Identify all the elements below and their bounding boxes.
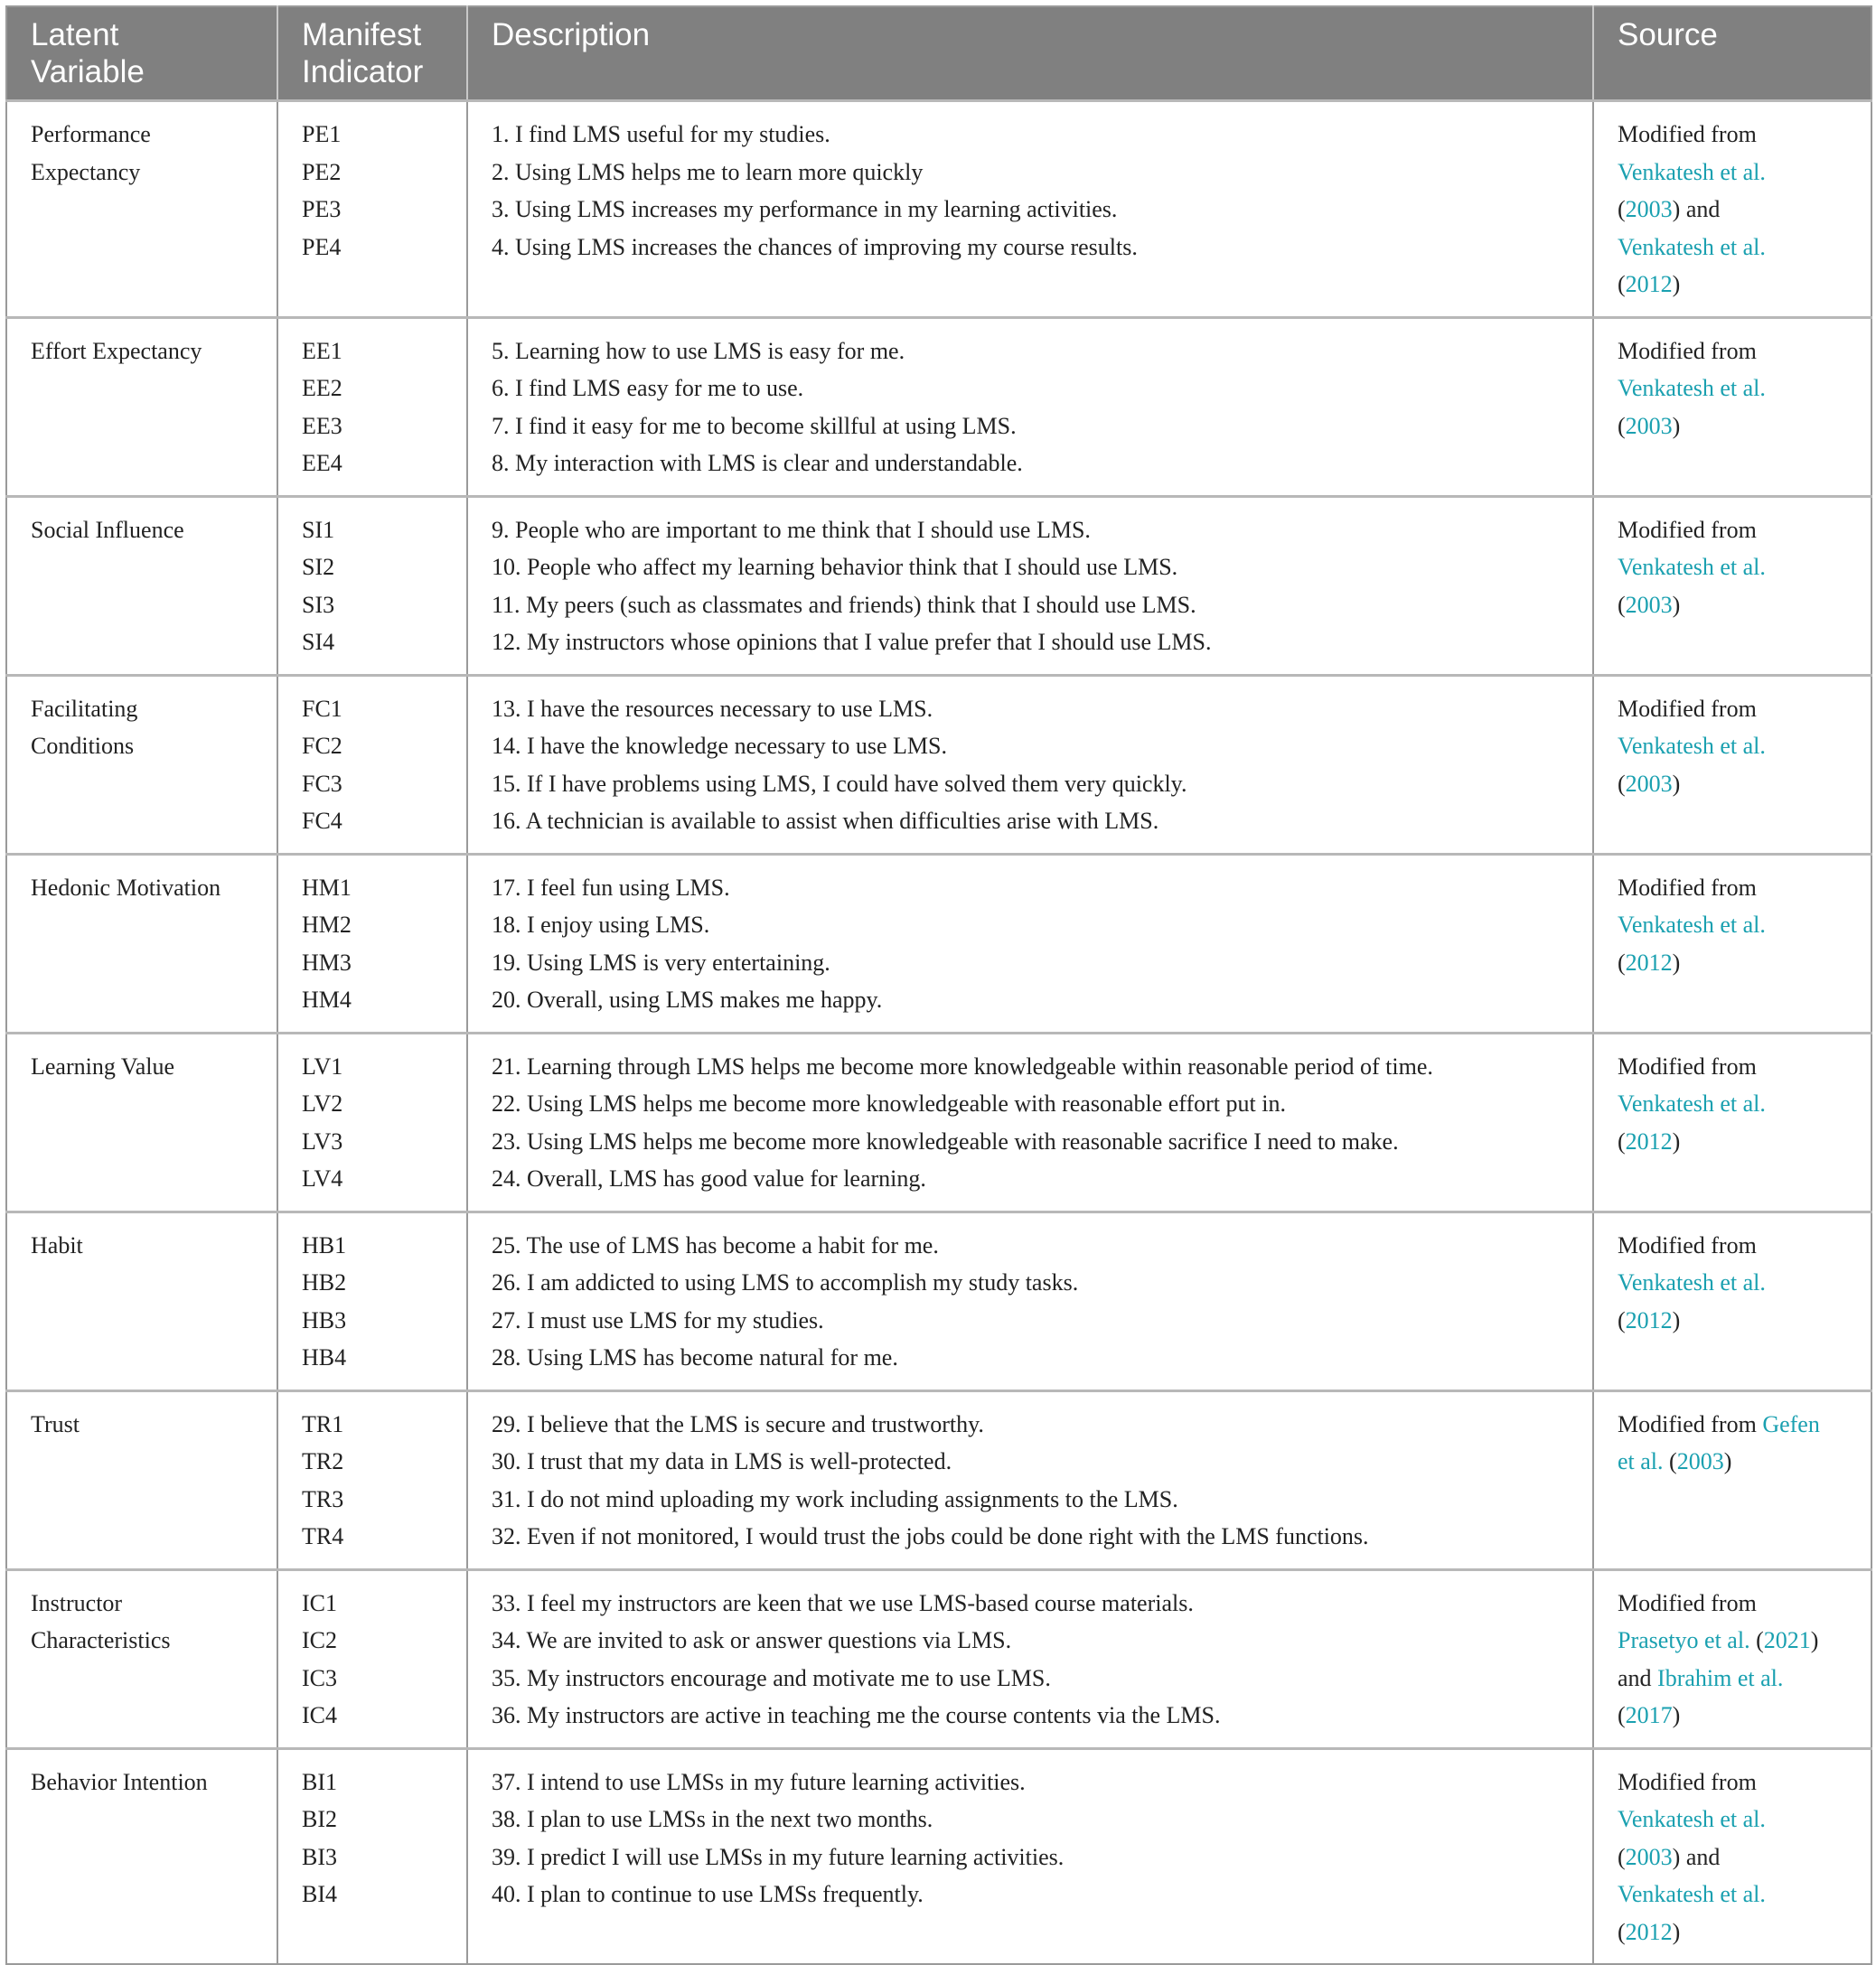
indicator-code: FC1: [302, 695, 342, 722]
source-cell: [1593, 675, 1871, 854]
citation-link[interactable]: Venkatesh et al.: [1618, 733, 1766, 759]
citation-link[interactable]: 2017: [1625, 1702, 1673, 1728]
indicator-code: SI4: [302, 629, 335, 655]
source-text: Modified from: [1618, 1768, 1757, 1795]
source-line: [1618, 690, 1860, 728]
source-line: [1618, 511, 1860, 549]
source-text: and: [1618, 1664, 1658, 1691]
source-line: [1618, 1697, 1860, 1735]
source-line: [1618, 407, 1860, 445]
source-text: ): [1672, 412, 1681, 439]
description-cell: [467, 675, 1593, 854]
indicator-code: HM2: [302, 912, 352, 938]
questionnaire-item: 9. People who are important to me think that I should use LMS.: [492, 516, 1091, 543]
source-line: [1618, 586, 1860, 624]
source-text: Modified from: [1618, 337, 1757, 364]
source-cell: [1593, 317, 1871, 496]
header-latent-line: Latent: [31, 17, 119, 52]
questionnaire-item: 32. Even if not monitored, I would trust the jobs could be done right with the LMS functions.: [492, 1523, 1369, 1549]
latent-variable-cell: [6, 1390, 277, 1569]
questionnaire-item: 11. My peers (such as classmates and friends) think that I should use LMS.: [492, 591, 1196, 618]
source-line: [1618, 116, 1860, 154]
header-latent-line: Variable: [31, 54, 145, 89]
questionnaire-item: 23. Using LMS helps me become more knowledgeable with reasonable sacrifice I need to make.: [492, 1128, 1399, 1155]
source-cell: [1593, 854, 1871, 1033]
citation-link[interactable]: Venkatesh et al.: [1618, 375, 1766, 401]
source-text: ): [1810, 1627, 1819, 1653]
indicator-code: SI3: [302, 591, 335, 618]
indicator-code: LV1: [302, 1053, 343, 1080]
source-text: (: [1618, 770, 1626, 797]
source-text: (: [1618, 1918, 1626, 1945]
source-cell: [1593, 1033, 1871, 1212]
questionnaire-item: 7. I find it easy for me to become skillful at using LMS.: [492, 412, 1017, 439]
source-line: [1618, 332, 1860, 370]
table-row: [6, 854, 1871, 1033]
citation-link[interactable]: 2012: [1625, 1128, 1673, 1155]
header-manifest-indicator: [277, 6, 467, 101]
questionnaire-item: 4. Using LMS increases the chances of improving my course results.: [492, 233, 1138, 260]
citation-link[interactable]: Venkatesh et al.: [1618, 1806, 1766, 1832]
latent-variable-text: Learning Value: [31, 1053, 175, 1080]
description-cell: [467, 1390, 1593, 1569]
indicator-code: EE1: [302, 337, 342, 364]
questionnaire-item: 31. I do not mind uploading my work including assignments to the LMS.: [492, 1485, 1178, 1512]
citation-link[interactable]: 2021: [1763, 1627, 1811, 1653]
latent-variable-cell: [6, 101, 277, 318]
source-text: ): [1672, 271, 1681, 297]
questionnaire-item: 1. I find LMS useful for my studies.: [492, 121, 830, 147]
source-text: ): [1672, 949, 1681, 976]
manifest-indicator-cell: [277, 1569, 467, 1748]
questionnaire-item: 6. I find LMS easy for me to use.: [492, 375, 804, 401]
indicator-code: HM3: [302, 949, 352, 976]
questionnaire-item: 36. My instructors are active in teaching me the course contents via the LMS.: [492, 1702, 1221, 1728]
manifest-indicator-cell: [277, 1390, 467, 1569]
source-text: (: [1749, 1627, 1764, 1653]
source-text: (: [1618, 949, 1626, 976]
source-text: Modified from: [1618, 121, 1757, 147]
questionnaire-item: 13. I have the resources necessary to use LMS.: [492, 695, 933, 722]
manifest-indicator-cell: [277, 1748, 467, 1964]
citation-link[interactable]: 2003: [1676, 1448, 1724, 1474]
questionnaire-item: 22. Using LMS helps me become more knowledgeable with reasonable effort put in.: [492, 1090, 1286, 1117]
citation-link[interactable]: Prasetyo et al.: [1618, 1627, 1750, 1653]
indicator-code: PE1: [302, 121, 342, 147]
indicator-code: TR2: [302, 1448, 344, 1474]
source-line: [1618, 229, 1860, 267]
latent-variable-text: Characteristics: [31, 1627, 171, 1653]
latent-variable-cell: [6, 317, 277, 496]
citation-link[interactable]: Gefen: [1762, 1410, 1820, 1437]
citation-link[interactable]: Venkatesh et al.: [1618, 158, 1766, 185]
source-line: [1618, 765, 1860, 803]
citation-link[interactable]: Venkatesh et al.: [1618, 233, 1766, 260]
questionnaire-item: 20. Overall, using LMS makes me happy.: [492, 987, 883, 1013]
table-row: [6, 1390, 1871, 1569]
source-line: [1618, 266, 1860, 304]
questionnaire-item: 3. Using LMS increases my performance in my learning activities.: [492, 196, 1118, 222]
source-text: Modified from: [1618, 1589, 1757, 1616]
questionnaire-item: 29. I believe that the LMS is secure and trustworthy.: [492, 1410, 984, 1437]
questionnaire-item: 30. I trust that my data in LMS is well-protected.: [492, 1448, 952, 1474]
latent-variable-text: Hedonic Motivation: [31, 874, 221, 901]
questionnaire-item: 40. I plan to continue to use LMSs frequently.: [492, 1881, 924, 1907]
source-line: [1618, 1876, 1860, 1914]
questionnaire-item: 26. I am addicted to using LMS to accomplish my study tasks.: [492, 1269, 1079, 1296]
header-source: [1593, 6, 1871, 101]
source-line: [1618, 906, 1860, 944]
source-line: [1618, 869, 1860, 907]
source-line: [1618, 1227, 1860, 1265]
description-cell: [467, 1212, 1593, 1390]
citation-link[interactable]: 2012: [1625, 1918, 1673, 1945]
source-text: Modified from: [1618, 1231, 1757, 1259]
source-text: ): [1672, 1128, 1681, 1155]
source-cell: [1593, 1569, 1871, 1748]
description-cell: [467, 496, 1593, 675]
latent-variable-text: Instructor: [31, 1589, 123, 1616]
source-line: [1618, 191, 1860, 229]
citation-link[interactable]: 2003: [1625, 1843, 1673, 1870]
header-latent-variable: [6, 6, 277, 101]
header-manifest-line: Manifest: [302, 17, 422, 52]
indicator-code: PE2: [302, 158, 342, 185]
indicator-code: TR1: [302, 1410, 344, 1437]
manifest-indicator-cell: [277, 101, 467, 318]
indicator-code: BI3: [302, 1843, 337, 1870]
latent-variable-text: Conditions: [31, 733, 135, 759]
indicator-code: BI1: [302, 1768, 337, 1795]
indicator-code: FC2: [302, 733, 342, 759]
indicator-code: TR3: [302, 1485, 344, 1512]
source-text: (: [1618, 271, 1626, 297]
source-text: (: [1618, 591, 1626, 618]
questionnaire-item: 25. The use of LMS has become a habit for me.: [492, 1231, 939, 1259]
description-cell: [467, 854, 1593, 1033]
citation-link[interactable]: 2003: [1625, 770, 1673, 797]
citation-link[interactable]: 2003: [1625, 591, 1673, 618]
indicator-code: TR4: [302, 1523, 344, 1549]
indicator-code: LV3: [302, 1128, 343, 1155]
source-line: [1618, 1801, 1860, 1839]
latent-variable-text: Performance: [31, 121, 151, 147]
table-row: [6, 317, 1871, 496]
indicator-code: BI4: [302, 1881, 337, 1907]
indicator-code: PE4: [302, 233, 342, 260]
latent-variable-cell: [6, 1033, 277, 1212]
citation-link[interactable]: et al.: [1618, 1448, 1664, 1474]
questionnaire-item: 16. A technician is available to assist when difficulties arise with LMS.: [492, 808, 1159, 834]
source-text: (: [1618, 1306, 1626, 1333]
indicator-code: IC2: [302, 1627, 337, 1653]
indicator-code: EE4: [302, 450, 342, 476]
table-row: [6, 675, 1871, 854]
citation-link[interactable]: 2012: [1625, 949, 1673, 976]
source-line: [1618, 1085, 1860, 1123]
header-description: [467, 6, 1593, 101]
table-row: [6, 101, 1871, 318]
latent-variable-cell: [6, 496, 277, 675]
indicator-code: EE2: [302, 375, 342, 401]
questionnaire-item: 18. I enjoy using LMS.: [492, 912, 710, 938]
source-line: [1618, 1914, 1860, 1951]
source-line: [1618, 944, 1860, 982]
source-cell: [1593, 1748, 1871, 1964]
questionnaire-item: 33. I feel my instructors are keen that we use LMS-based course materials.: [492, 1589, 1194, 1616]
description-cell: [467, 1033, 1593, 1212]
header-description-label: Description: [492, 17, 651, 52]
source-text: (: [1663, 1448, 1677, 1474]
questionnaire-item: 34. We are invited to ask or answer questions via LMS.: [492, 1627, 1012, 1653]
source-line: [1618, 1839, 1860, 1876]
questionnaire-item: 27. I must use LMS for my studies.: [492, 1306, 824, 1333]
questionnaire-item: 19. Using LMS is very entertaining.: [492, 949, 830, 976]
source-line: [1618, 1406, 1860, 1444]
indicator-code: HM1: [302, 874, 352, 901]
questionnaire-item: 8. My interaction with LMS is clear and understandable.: [492, 450, 1023, 476]
questionnaire-item: 39. I predict I will use LMSs in my future learning activities.: [492, 1843, 1065, 1870]
indicator-code: EE3: [302, 412, 342, 439]
source-text: ) and: [1672, 1843, 1721, 1870]
indicator-code: SI2: [302, 554, 335, 580]
source-line: [1618, 1764, 1860, 1801]
header-row: [6, 6, 1871, 101]
source-text: Modified from: [1618, 874, 1757, 901]
citation-link[interactable]: Venkatesh et al.: [1618, 1090, 1766, 1117]
indicator-code: BI2: [302, 1806, 337, 1832]
latent-variable-cell: [6, 1748, 277, 1964]
source-text: ): [1672, 591, 1681, 618]
manifest-indicator-cell: [277, 1212, 467, 1390]
questionnaire-item: 24. Overall, LMS has good value for learning.: [492, 1165, 926, 1192]
source-line: [1618, 1302, 1860, 1340]
source-line: [1618, 1585, 1860, 1623]
source-line: [1618, 1123, 1860, 1161]
citation-link[interactable]: 2012: [1625, 1306, 1673, 1333]
description-cell: [467, 101, 1593, 318]
source-cell: [1593, 496, 1871, 675]
indicator-code: HB3: [302, 1306, 347, 1333]
indicator-code: HB2: [302, 1269, 347, 1296]
latent-variable-text: Expectancy: [31, 158, 141, 185]
citation-link[interactable]: Ibrahim et al.: [1657, 1664, 1784, 1691]
table-row: [6, 1033, 1871, 1212]
table-body: [6, 101, 1871, 1965]
source-text: (: [1618, 1843, 1626, 1870]
header-source-label: Source: [1618, 17, 1718, 52]
questionnaire-item: 37. I intend to use LMSs in my future learning activities.: [492, 1768, 1026, 1795]
citation-link[interactable]: 2012: [1625, 271, 1673, 297]
source-line: [1618, 727, 1860, 765]
indicator-code: IC3: [302, 1664, 337, 1691]
source-line: [1618, 1622, 1860, 1660]
questionnaire-item: 14. I have the knowledge necessary to use LMS.: [492, 733, 947, 759]
citation-link[interactable]: Venkatesh et al.: [1618, 1881, 1766, 1907]
source-text: ): [1672, 1702, 1681, 1728]
source-text: ): [1672, 1306, 1681, 1333]
source-text: (: [1618, 1702, 1626, 1728]
questionnaire-item: 12. My instructors whose opinions that I value prefer that I should use LMS.: [492, 629, 1212, 655]
source-text: Modified from: [1618, 1053, 1757, 1080]
questionnaire-item: 21. Learning through LMS helps me become more knowledgeable within reasonable period of time.: [492, 1053, 1433, 1080]
citation-link[interactable]: 2003: [1625, 412, 1673, 439]
latent-variable-text: Effort Expectancy: [31, 337, 202, 364]
latent-variable-text: Social Influence: [31, 516, 184, 543]
indicator-code: SI1: [302, 516, 335, 543]
questionnaire-item: 28. Using LMS has become natural for me.: [492, 1344, 898, 1371]
latent-variable-cell: [6, 675, 277, 854]
header-manifest-line: Indicator: [302, 54, 424, 89]
latent-variable-text: Behavior Intention: [31, 1768, 208, 1795]
indicator-code: IC1: [302, 1589, 337, 1616]
latent-variable-cell: [6, 1569, 277, 1748]
citation-link[interactable]: Venkatesh et al.: [1618, 912, 1766, 938]
source-cell: [1593, 101, 1871, 318]
indicator-code: HB1: [302, 1231, 347, 1259]
questionnaire-item: 5. Learning how to use LMS is easy for me.: [492, 337, 905, 364]
measurement-items-table: [5, 5, 1872, 1965]
manifest-indicator-cell: [277, 675, 467, 854]
manifest-indicator-cell: [277, 854, 467, 1033]
questionnaire-item: 10. People who affect my learning behavior think that I should use LMS.: [492, 554, 1178, 580]
indicator-code: LV4: [302, 1165, 343, 1192]
source-cell: [1593, 1212, 1871, 1390]
latent-variable-cell: [6, 1212, 277, 1390]
indicator-code: LV2: [302, 1090, 343, 1117]
citation-link[interactable]: Venkatesh et al.: [1618, 1269, 1766, 1296]
description-cell: [467, 317, 1593, 496]
source-line: [1618, 1048, 1860, 1086]
questionnaire-item: 35. My instructors encourage and motivate me to use LMS.: [492, 1664, 1051, 1691]
source-text: ): [1672, 770, 1681, 797]
source-text: ) and: [1672, 196, 1721, 222]
citation-link[interactable]: Venkatesh et al.: [1618, 554, 1766, 580]
indicator-code: FC3: [302, 770, 342, 797]
indicator-code: FC4: [302, 808, 342, 834]
table-row: [6, 1569, 1871, 1748]
source-text: ): [1723, 1448, 1732, 1474]
table-row: [6, 496, 1871, 675]
manifest-indicator-cell: [277, 317, 467, 496]
source-line: [1618, 1264, 1860, 1302]
source-line: [1618, 154, 1860, 192]
latent-variable-text: Trust: [31, 1410, 80, 1437]
questionnaire-item: 38. I plan to use LMSs in the next two months.: [492, 1806, 933, 1832]
indicator-code: IC4: [302, 1702, 337, 1728]
questionnaire-item: 15. If I have problems using LMS, I could have solved them very quickly.: [492, 770, 1187, 797]
source-text: ): [1672, 1918, 1681, 1945]
source-cell: [1593, 1390, 1871, 1569]
indicator-code: PE3: [302, 196, 342, 222]
manifest-indicator-cell: [277, 496, 467, 675]
source-text: (: [1618, 412, 1626, 439]
table-row: [6, 1748, 1871, 1964]
latent-variable-text: Habit: [31, 1231, 83, 1259]
source-text: (: [1618, 196, 1626, 222]
source-text: Modified from: [1618, 695, 1757, 722]
indicator-code: HB4: [302, 1344, 347, 1371]
source-text: (: [1618, 1128, 1626, 1155]
description-cell: [467, 1748, 1593, 1964]
source-line: [1618, 548, 1860, 586]
questionnaire-item: 2. Using LMS helps me to learn more quickly: [492, 158, 924, 185]
citation-link[interactable]: 2003: [1625, 196, 1673, 222]
table-header: [6, 6, 1871, 101]
source-line: [1618, 1443, 1860, 1481]
latent-variable-cell: [6, 854, 277, 1033]
manifest-indicator-cell: [277, 1033, 467, 1212]
source-line: [1618, 370, 1860, 407]
source-line: [1618, 1660, 1860, 1698]
source-text: Modified from: [1618, 1410, 1763, 1437]
latent-variable-text: Facilitating: [31, 695, 138, 722]
table-row: [6, 1212, 1871, 1390]
questionnaire-item: 17. I feel fun using LMS.: [492, 874, 730, 901]
indicator-code: HM4: [302, 987, 352, 1013]
source-text: Modified from: [1618, 516, 1757, 543]
description-cell: [467, 1569, 1593, 1748]
